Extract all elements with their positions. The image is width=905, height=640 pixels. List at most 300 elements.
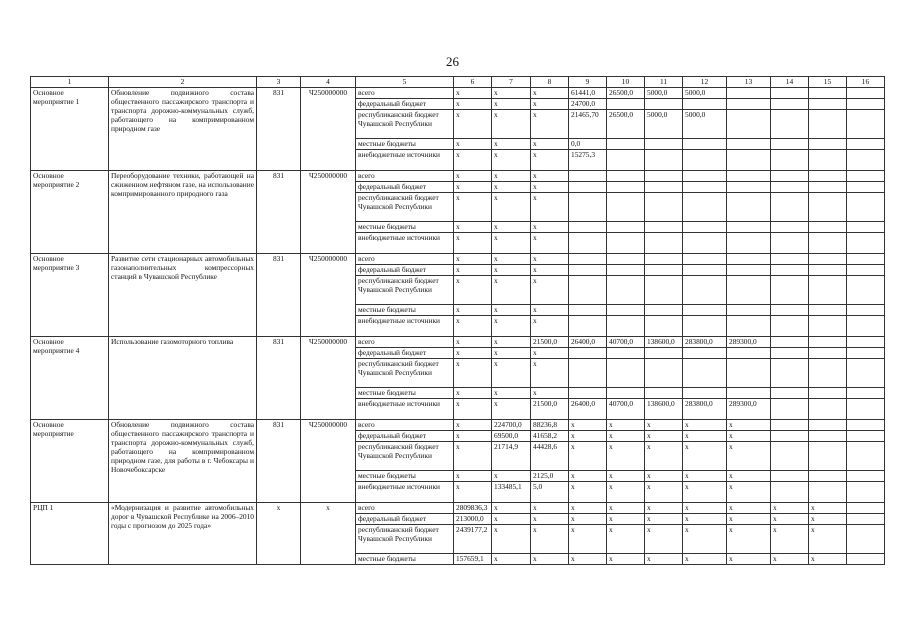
value-cell — [809, 150, 847, 171]
value-cell: х — [492, 222, 531, 233]
status-cell: Основное мероприятие 3 — [31, 254, 109, 337]
header-cell: 8 — [531, 77, 569, 88]
value-cell — [727, 233, 771, 254]
value-cell: х — [454, 442, 492, 471]
value-cell: 26400,0 — [569, 337, 607, 348]
code-cell: 831 — [257, 171, 301, 254]
status-cell: Основное мероприятие — [31, 420, 109, 503]
value-cell: х — [645, 431, 683, 442]
value-cell: х — [569, 554, 607, 565]
funding-source-cell: федеральный бюджет — [356, 431, 454, 442]
funding-source-cell: всего — [356, 171, 454, 182]
value-cell: 289300,0 — [727, 337, 771, 348]
header-cell: 16 — [847, 77, 885, 88]
value-cell: х — [492, 337, 531, 348]
value-cell — [683, 139, 727, 150]
value-cell — [809, 305, 847, 316]
value-cell: х — [531, 359, 569, 388]
value-cell — [727, 193, 771, 222]
value-cell: х — [727, 471, 771, 482]
value-cell — [645, 150, 683, 171]
value-cell: х — [492, 139, 531, 150]
name-cell: «Модернизация и развитие автомобильных дорог в Чувашской Республике на 2006–2010 годы с прогнозом до 2025 года» — [109, 503, 257, 565]
table-row — [31, 88, 885, 99]
value-cell: х — [569, 503, 607, 514]
value-cell — [645, 99, 683, 110]
value-cell — [569, 305, 607, 316]
value-cell: х — [569, 420, 607, 431]
value-cell — [809, 99, 847, 110]
target-code-cell: х — [301, 503, 356, 565]
value-cell — [809, 399, 847, 420]
value-cell: х — [454, 265, 492, 276]
value-cell: х — [531, 233, 569, 254]
value-cell: 88236,8 — [531, 420, 569, 431]
value-cell: х — [454, 150, 492, 171]
value-cell — [847, 471, 885, 482]
value-cell: х — [531, 388, 569, 399]
value-cell — [847, 222, 885, 233]
value-cell: х — [809, 514, 847, 525]
value-cell: х — [454, 316, 492, 337]
value-cell — [847, 99, 885, 110]
value-cell: х — [645, 420, 683, 431]
value-cell — [683, 305, 727, 316]
funding-source-cell: республиканский бюджет Чувашской Республики — [356, 110, 454, 139]
value-cell — [771, 316, 809, 337]
value-cell — [683, 222, 727, 233]
value-cell — [809, 254, 847, 265]
funding-source-cell: всего — [356, 337, 454, 348]
value-cell: х — [607, 442, 645, 471]
value-cell — [727, 222, 771, 233]
value-cell: х — [727, 554, 771, 565]
value-cell: х — [645, 525, 683, 554]
value-cell: х — [683, 514, 727, 525]
value-cell: 283800,0 — [683, 399, 727, 420]
value-cell — [771, 388, 809, 399]
value-cell — [847, 503, 885, 514]
value-cell — [645, 316, 683, 337]
value-cell — [847, 233, 885, 254]
value-cell: х — [454, 222, 492, 233]
value-cell: 26500,0 — [607, 110, 645, 139]
value-cell — [569, 316, 607, 337]
value-cell — [771, 305, 809, 316]
table-row — [31, 171, 885, 182]
target-code-cell: Ч250000000 — [301, 88, 356, 171]
value-cell: 26500,0 — [607, 88, 645, 99]
value-cell: 5000,0 — [645, 110, 683, 139]
value-cell: х — [492, 150, 531, 171]
value-cell — [809, 88, 847, 99]
value-cell: х — [809, 503, 847, 514]
value-cell: х — [454, 233, 492, 254]
value-cell: х — [454, 399, 492, 420]
page-number: 26 — [446, 54, 459, 69]
header-cell: 15 — [809, 77, 847, 88]
value-cell: 2809836,3 — [454, 503, 492, 514]
value-cell — [683, 182, 727, 193]
value-cell: х — [683, 503, 727, 514]
table-row — [31, 503, 885, 514]
value-cell — [727, 171, 771, 182]
target-code-cell: Ч250000000 — [301, 420, 356, 503]
value-cell: х — [771, 554, 809, 565]
value-cell — [771, 182, 809, 193]
value-cell: х — [531, 503, 569, 514]
funding-source-cell: федеральный бюджет — [356, 348, 454, 359]
value-cell: х — [531, 316, 569, 337]
value-cell: х — [607, 514, 645, 525]
value-cell — [809, 348, 847, 359]
target-code-cell: Ч250000000 — [301, 337, 356, 420]
value-cell: х — [683, 420, 727, 431]
value-cell: х — [454, 471, 492, 482]
value-cell: х — [492, 514, 531, 525]
value-cell: х — [607, 503, 645, 514]
funding-source-cell: всего — [356, 503, 454, 514]
value-cell — [809, 139, 847, 150]
value-cell — [809, 182, 847, 193]
value-cell: х — [531, 305, 569, 316]
value-cell: х — [454, 305, 492, 316]
value-cell — [607, 305, 645, 316]
value-cell — [645, 348, 683, 359]
code-cell: 831 — [257, 254, 301, 337]
value-cell — [683, 388, 727, 399]
value-cell: х — [569, 482, 607, 503]
value-cell — [607, 182, 645, 193]
value-cell: х — [492, 193, 531, 222]
value-cell: х — [727, 482, 771, 503]
value-cell: 0,0 — [569, 139, 607, 150]
value-cell: х — [645, 514, 683, 525]
value-cell — [771, 337, 809, 348]
value-cell — [847, 442, 885, 471]
value-cell — [809, 420, 847, 431]
name-cell: Развитие сети стационарных автомобильных газонаполнительных компрессорных станций в Чувашской Республике — [109, 254, 257, 337]
value-cell: 44428,6 — [531, 442, 569, 471]
value-cell — [569, 171, 607, 182]
funding-source-cell: внебюджетные источники — [356, 316, 454, 337]
value-cell — [607, 265, 645, 276]
value-cell — [847, 337, 885, 348]
value-cell — [771, 442, 809, 471]
funding-source-cell: местные бюджеты — [356, 139, 454, 150]
value-cell — [645, 265, 683, 276]
value-cell — [809, 276, 847, 305]
table-row — [31, 337, 885, 348]
value-cell — [727, 139, 771, 150]
value-cell: х — [492, 316, 531, 337]
value-cell — [771, 150, 809, 171]
value-cell: х — [531, 254, 569, 265]
value-cell: х — [531, 348, 569, 359]
value-cell — [809, 482, 847, 503]
header-row — [31, 77, 885, 88]
value-cell — [569, 233, 607, 254]
value-cell — [727, 182, 771, 193]
funding-source-cell: местные бюджеты — [356, 471, 454, 482]
value-cell — [727, 316, 771, 337]
value-cell: х — [454, 88, 492, 99]
value-cell: х — [454, 193, 492, 222]
value-cell: х — [683, 431, 727, 442]
value-cell — [771, 359, 809, 388]
funding-source-cell: республиканский бюджет Чувашской Республики — [356, 193, 454, 222]
value-cell — [809, 431, 847, 442]
header-cell: 2 — [109, 77, 257, 88]
value-cell — [771, 222, 809, 233]
value-cell: х — [492, 276, 531, 305]
value-cell: х — [727, 503, 771, 514]
value-cell — [771, 193, 809, 222]
value-cell — [771, 276, 809, 305]
value-cell — [683, 171, 727, 182]
value-cell — [847, 110, 885, 139]
name-cell: Обновление подвижного состава общественного пассажирского транспорта и транспорта дорожно-коммунальных служб, работающего на компримированном природном газе, для работы в г. Чебоксары и Новочебоксарске — [109, 420, 257, 503]
value-cell — [727, 254, 771, 265]
value-cell — [809, 316, 847, 337]
value-cell: х — [683, 471, 727, 482]
value-cell — [847, 514, 885, 525]
value-cell — [809, 171, 847, 182]
status-cell: Основное мероприятие 4 — [31, 337, 109, 420]
value-cell — [727, 388, 771, 399]
value-cell: х — [454, 388, 492, 399]
value-cell: х — [454, 139, 492, 150]
status-cell: Основное мероприятие 2 — [31, 171, 109, 254]
value-cell — [771, 265, 809, 276]
value-cell — [847, 305, 885, 316]
value-cell — [809, 233, 847, 254]
value-cell — [771, 88, 809, 99]
value-cell — [645, 276, 683, 305]
header-cell: 13 — [727, 77, 771, 88]
value-cell — [847, 525, 885, 554]
value-cell — [809, 110, 847, 139]
value-cell: х — [569, 525, 607, 554]
value-cell: х — [607, 554, 645, 565]
value-cell: х — [492, 233, 531, 254]
value-cell — [645, 254, 683, 265]
value-cell: 41658,2 — [531, 431, 569, 442]
funding-source-cell: местные бюджеты — [356, 388, 454, 399]
value-cell: х — [492, 110, 531, 139]
value-cell — [683, 359, 727, 388]
value-cell: х — [531, 150, 569, 171]
header-cell: 9 — [569, 77, 607, 88]
funding-source-cell: федеральный бюджет — [356, 265, 454, 276]
header-cell: 6 — [454, 77, 492, 88]
value-cell — [569, 254, 607, 265]
value-cell — [645, 388, 683, 399]
value-cell: х — [454, 420, 492, 431]
target-code-cell: Ч250000000 — [301, 171, 356, 254]
budget-table — [30, 76, 885, 565]
value-cell: х — [531, 525, 569, 554]
value-cell — [847, 88, 885, 99]
value-cell: х — [683, 554, 727, 565]
value-cell — [847, 276, 885, 305]
value-cell — [727, 348, 771, 359]
value-cell — [645, 305, 683, 316]
value-cell: х — [454, 482, 492, 503]
value-cell: 138600,0 — [645, 399, 683, 420]
value-cell: х — [492, 503, 531, 514]
value-cell: х — [607, 471, 645, 482]
value-cell: 21500,0 — [531, 399, 569, 420]
value-cell: х — [771, 503, 809, 514]
value-cell: х — [569, 431, 607, 442]
value-cell: х — [645, 471, 683, 482]
value-cell: х — [492, 254, 531, 265]
value-cell: х — [531, 99, 569, 110]
value-cell: х — [809, 554, 847, 565]
value-cell — [645, 193, 683, 222]
value-cell — [809, 359, 847, 388]
value-cell: х — [727, 431, 771, 442]
value-cell: 15275,3 — [569, 150, 607, 171]
value-cell: х — [492, 359, 531, 388]
value-cell: х — [569, 471, 607, 482]
funding-source-cell: местные бюджеты — [356, 554, 454, 565]
value-cell — [809, 442, 847, 471]
value-cell: х — [454, 276, 492, 305]
funding-source-cell: внебюджетные источники — [356, 150, 454, 171]
value-cell — [847, 388, 885, 399]
code-cell: 831 — [257, 420, 301, 503]
value-cell — [683, 348, 727, 359]
value-cell: х — [454, 171, 492, 182]
value-cell: х — [531, 265, 569, 276]
value-cell — [809, 337, 847, 348]
value-cell — [569, 222, 607, 233]
value-cell: 24700,0 — [569, 99, 607, 110]
value-cell: х — [683, 482, 727, 503]
value-cell: х — [607, 482, 645, 503]
value-cell: 138600,0 — [645, 337, 683, 348]
value-cell — [809, 193, 847, 222]
code-cell: 831 — [257, 337, 301, 420]
value-cell: х — [607, 431, 645, 442]
value-cell — [847, 171, 885, 182]
value-cell — [569, 276, 607, 305]
value-cell: 2125,0 — [531, 471, 569, 482]
value-cell — [607, 388, 645, 399]
value-cell: х — [531, 514, 569, 525]
code-cell: 831 — [257, 88, 301, 171]
value-cell: 21714,9 — [492, 442, 531, 471]
value-cell: 2439177,2 — [454, 525, 492, 554]
funding-source-cell: внебюджетные источники — [356, 399, 454, 420]
name-cell: Обновление подвижного состава общественного пассажирского транспорта и транспорта дорожно-коммунальных служб, работающего на компримированном природном газе — [109, 88, 257, 171]
funding-source-cell: всего — [356, 254, 454, 265]
value-cell — [847, 420, 885, 431]
value-cell: 40700,0 — [607, 337, 645, 348]
value-cell: х — [492, 525, 531, 554]
funding-source-cell: федеральный бюджет — [356, 182, 454, 193]
header-cell: 14 — [771, 77, 809, 88]
header-cell: 5 — [356, 77, 454, 88]
value-cell — [847, 254, 885, 265]
value-cell: х — [454, 337, 492, 348]
value-cell — [727, 150, 771, 171]
value-cell: 5000,0 — [683, 110, 727, 139]
value-cell — [645, 171, 683, 182]
value-cell — [727, 88, 771, 99]
value-cell — [727, 265, 771, 276]
value-cell: 289300,0 — [727, 399, 771, 420]
value-cell — [683, 254, 727, 265]
value-cell — [847, 431, 885, 442]
value-cell — [607, 348, 645, 359]
funding-source-cell: внебюджетные источники — [356, 482, 454, 503]
value-cell: 26400,0 — [569, 399, 607, 420]
funding-source-cell: федеральный бюджет — [356, 99, 454, 110]
value-cell: х — [492, 388, 531, 399]
value-cell — [847, 482, 885, 503]
funding-source-cell: республиканский бюджет Чувашской Республики — [356, 442, 454, 471]
funding-source-cell: местные бюджеты — [356, 222, 454, 233]
value-cell: х — [492, 171, 531, 182]
header-cell: 7 — [492, 77, 531, 88]
name-cell: Переоборудование техники, работающей на сжиженном нефтяном газе, на использование компримированного природного газа — [109, 171, 257, 254]
value-cell — [727, 305, 771, 316]
value-cell — [809, 388, 847, 399]
funding-source-cell: внебюджетные источники — [356, 233, 454, 254]
value-cell: 21500,0 — [531, 337, 569, 348]
value-cell: 283800,0 — [683, 337, 727, 348]
value-cell — [847, 182, 885, 193]
value-cell — [809, 471, 847, 482]
value-cell — [569, 182, 607, 193]
value-cell: х — [454, 348, 492, 359]
value-cell: х — [607, 525, 645, 554]
value-cell — [569, 388, 607, 399]
value-cell — [607, 222, 645, 233]
value-cell — [847, 150, 885, 171]
value-cell — [645, 222, 683, 233]
table-row — [31, 420, 885, 431]
value-cell — [683, 99, 727, 110]
value-cell — [771, 348, 809, 359]
funding-source-cell: всего — [356, 88, 454, 99]
value-cell — [771, 99, 809, 110]
value-cell: х — [727, 442, 771, 471]
value-cell — [645, 359, 683, 388]
value-cell: х — [727, 525, 771, 554]
target-code-cell: Ч250000000 — [301, 254, 356, 337]
value-cell: х — [683, 525, 727, 554]
value-cell: х — [492, 305, 531, 316]
value-cell — [569, 265, 607, 276]
status-cell: РЦП 1 — [31, 503, 109, 565]
value-cell: х — [771, 525, 809, 554]
value-cell — [607, 359, 645, 388]
value-cell: 5000,0 — [645, 88, 683, 99]
value-cell: х — [454, 110, 492, 139]
value-cell: х — [454, 99, 492, 110]
value-cell: х — [727, 420, 771, 431]
value-cell — [847, 359, 885, 388]
value-cell — [569, 193, 607, 222]
value-cell — [645, 233, 683, 254]
value-cell — [771, 171, 809, 182]
value-cell — [771, 110, 809, 139]
value-cell: х — [454, 182, 492, 193]
